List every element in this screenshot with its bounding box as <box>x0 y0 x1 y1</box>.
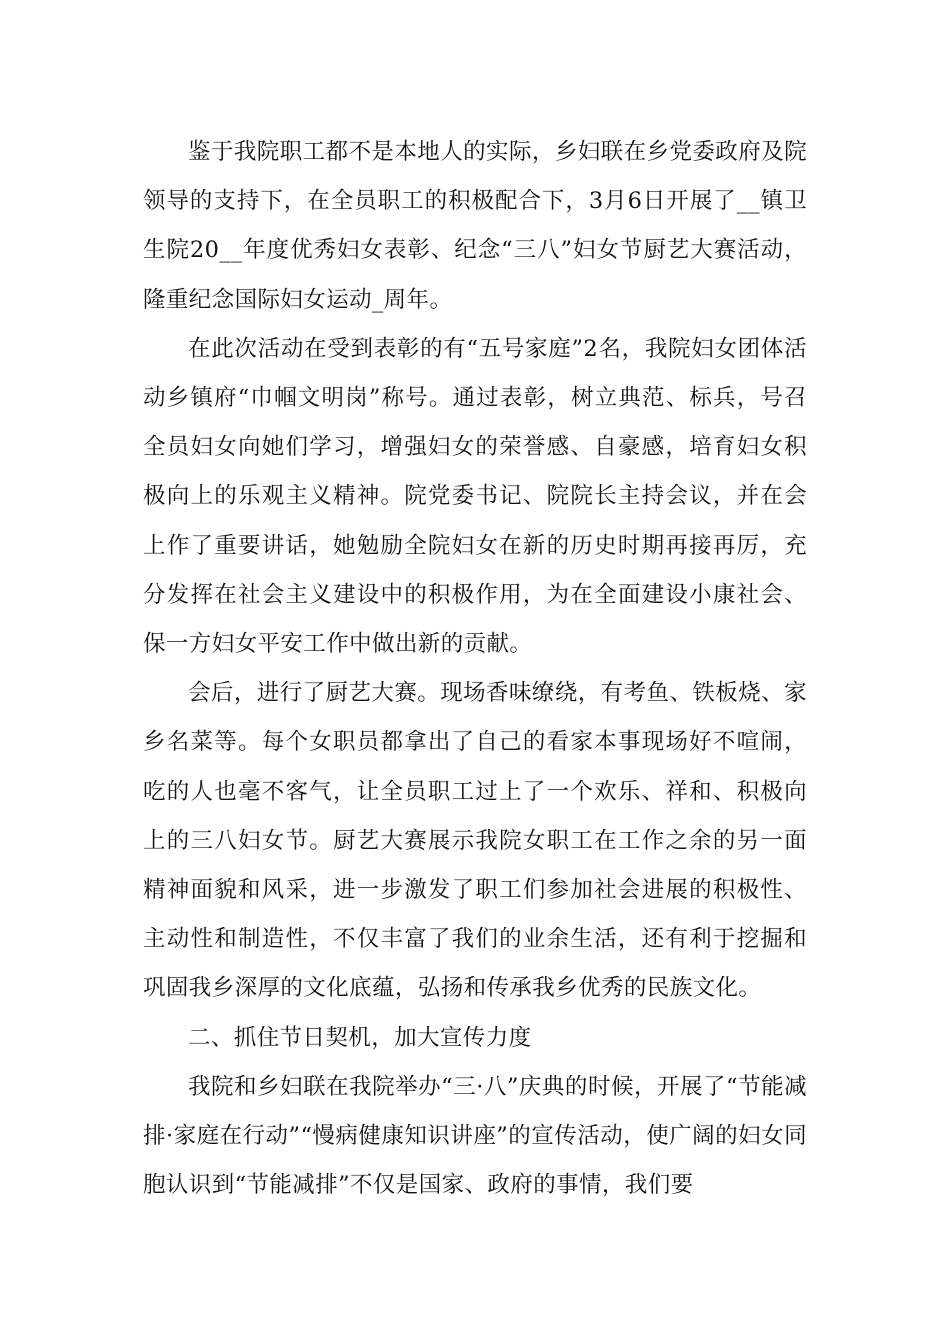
paragraph-4: 我院和乡妇联在我院举办“三·八”庆典的时候，开展了“节能减排·家庭在行动”“慢病健康知识讲座”的宣传活动，使广阔的妇女同胞认识到“节能减排”不仅是国家、政府的事情，我们要 <box>143 1073 807 1199</box>
section-heading: 二、抓住节日契机，加大宣传力度 <box>188 1024 532 1051</box>
document-body <box>143 128 807 1210</box>
paragraph-3: 会后，进行了厨艺大赛。现场香味缭绕，有考鱼、铁板烧、家乡名菜等。每个女职员都拿出了自己的看家本事现场好不喧闹，吃的人也毫不客气，让全员职工过上了一个欢乐、祥和、积极向上的三八妇女节。厨艺大赛展示我院女职工在工作之余的另一面精神面貌和风采，进一步激发了职工们参加社会进展的积极性、主动性和制造性，不仅丰富了我们的业余生活，还有利于挖掘和巩固我乡深厚的文化底蕴，弘扬和传承我乡优秀的民族文化。 <box>143 680 807 1002</box>
paragraph-2: 在此次活动在受到表彰的有“五号家庭”2名，我院妇女团体活动乡镇府“巾帼文明岗”称号。通过表彰，树立典范、标兵，号召全员妇女向她们学习，增强妇女的荣誉感、自豪感，培育妇女积极向上的乐观主义精神。院党委书记、院院长主持会议，并在会上作了重要讲话，她勉励全院妇女在新的历史时期再接再厉，充分发挥在社会主义建设中的积极作用，为在全面建设小康社会、保一方妇女平安工作中做出新的贡献。 <box>143 335 807 658</box>
paragraph-1: 鉴于我院职工都不是本地人的实际，乡妇联在乡党委政府及院领导的支持下，在全员职工的积极配合下，3月6日开展了__镇卫生院20__年度优秀妇女表彰、纪念“三八”妇女节厨艺大赛活动，隆重纪念国际妇女运动_周年。 <box>143 139 807 313</box>
